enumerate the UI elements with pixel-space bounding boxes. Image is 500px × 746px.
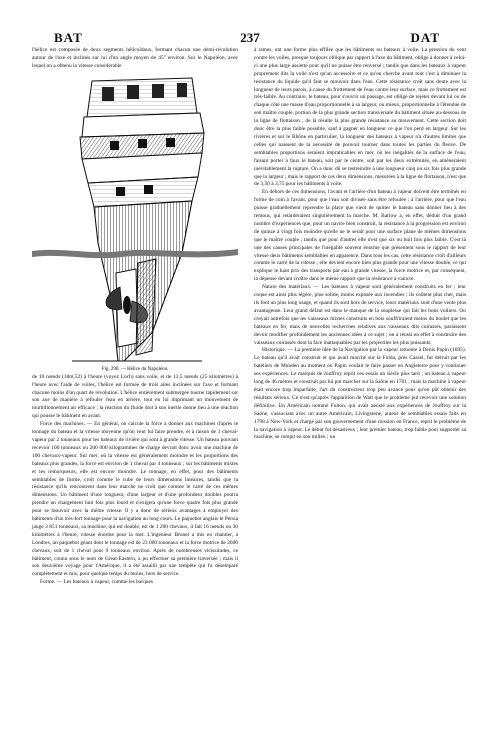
propeller-figure	[32, 73, 238, 365]
right-paragraph-materials: Nature des matériaux. — Les bateaux à vapeur sont généralement construits en fer ; leur coque est ainsi plus légère, plus solide, moins exposée aux incendies ; ils coûtent plus cher, mais ils font un plus long usage, et quand ils sont hors de service, leurs matériaux sont d'une vente plus avantageuse. Leur grand défaut est dans le manque de la souplesse qui fait les bons voiliers. On croyait autrefois que les vaisseaux mixtes construits en bois souffriraient moins du boulet que les bateaux en fer, mais de nouvelles recherches relatives aux vaisseaux dits cuirassés, paraissent devoir modifier profondément les anciennes idées à ce sujet ; on a réussi en effet à construire des vaisseaux cuirassés dont la face inattaquables par les projectiles les plus puissants.	[254, 284, 466, 346]
running-header	[40, 30, 460, 44]
right-column	[254, 47, 466, 442]
page-number: 237	[240, 30, 260, 45]
right-paragraph-dimensions: En dehors de ces dimensions, l'avant et l'arrière d'un bateau à vapeur doivent être terminés en forme de coin à l'avant, pour que l'eau soit divisée sans être refoulée ; à l'arrière, pour que l'eau puisse graduellement reprendre la place que vient de quitter le bateau sans donner lieu à des remous, qui retarderaient singulièrement la marche. M. Barlow a, en effet, déduit d'un grand nombre d'expériences que, pour un navire bien construit, la résistance à la progression est environ de quinze à vingt fois moindre qu'elle ne le serait pour une surface plane de mêmes dimensions que le maître couple ; tandis que pour d'autres elle n'est que six ou huit fois plus faible. C'est là une des causes principales de l'inégalité souvent énorme que présentent sous le rapport de leur vitesse deux bâtiments semblables en apparence. Dans tous les cas, cette résistance croît d'ailleurs comme le carré de la vitesse ; elle devient encore bien plus grande pour une vitesse double, ce qui explique le haut prix des transports par eau à grande vitesse, la force motrice et, par conséquent, la dépense devant croître dans le même rapport que la résistance à vaincre.	[254, 189, 466, 283]
header-left-word: BAT	[54, 30, 83, 45]
right-paragraph-shape: à rames, ont une forme plus effilée que les bâtiments ou bateaux à voile. La pression du vent contre les voiles, presque toujours oblique par rapport à l'axe du bâtiment, oblige à donner à celui-ci une plus large assiette pour qu'il ne puisse être renversé ; tandis que dans les bateaux à vapeur proprement dits la voile n'est qu'un accessoire et ce qu'on cherche avant tout c'est à diminuer la résistance du liquide qu'il faut se mouvoir dans l'eau. Cette résistance croît sans doute avec la longueur de leurs parois, à cause du frottement de l'eau contre leur surface, mais ce frottement est très-faible. Au contraire, le bateau, pour s'ouvrir un passage, est obligé de rejeter devant lui ou de chaque côté une masse d'eau proportionnelle à sa largeur, ou mieux, proportionnelle à l'étendue de son maître couple, portion de la plus grande section transversale du bâtiment située au-dessous de la ligne de flottaison ; de là résulte la plus grande résistance au mouvement. Cette section doit donc être la plus faible possible, sauf à gagner en longueur ce que l'on perd en largeur. Sur les rivières et sur le Rhône en particulier, la longueur des bateaux à vapeur n'a d'autres limites que celles qui naissent de la nécessité de pouvoir tourner dans toutes les parties du fleuve. De semblables proportions seraient impraticables en mer, où les inégalités de la surface de l'eau, faisant porter à faux le bateau, soit par le centre, soit par les deux extrémités, en amèneraient inévitablement la rupture. On a donc dû se restreindre à une longueur cinq ou six fois plus grande que la largeur ; mais le rapport de ces deux dimensions, mesurées à la ligne de flottaison, n'est que de 3,50 à 3,75 pour les bâtiments à voile.	[254, 47, 466, 188]
left-column	[32, 47, 238, 587]
left-intro-paragraph: l'hélice est composée de deux segments hélicoïdaux, formant chacun une demi-révolution autour de l'axe et inclinés sur lui d'un angle moyen de 45° environ. Sur le Napoléon, avec lequel on a obtenu la vitesse considérable	[32, 47, 238, 69]
left-paragraph-forme: Forme. — Les bateaux à vapeur, comme les barques	[40, 579, 153, 586]
header-right-word: DAT	[410, 30, 440, 45]
right-paragraph-history: Historique. — La première idée de la Navigation par la vapeur remonte à Denis Papin (1695). Le bateau qu'il avait construit et qui avait marché sur la Fulda, près Cassel, fut détruit par les bateliers de Munden au moment où Papin voulait le faire passer en Angleterre pour y continuer ses expériences. Le marquis de Jouffroy reprit ces essais un siècle plus tard ; un bateau à vapeur long de 46 mètres et construit par lui put marcher sur la Saône en 1781 ; mais la machine à vapeur était encore trop imparfaite, l'art du constructeur trop peu avancé pour qu'on pût obtenir des résultats sérieux. Ce n'est qu'après l'apparition de Watt que le problème put recevoir une solution définitive. Un Américain nommé Fulton, qui avait assisté aux expériences de Jouffroy sur la Saône, s'associant avec un autre Américain, Livingstone, auteur de semblables essais faits en 1798 à New-York et chargé par son gouvernement d'une mission en France, reprit le problème de la navigation à vapeur. Le début fut désastreux ; leur premier bateau, trop faible pour supporter sa machine, se rompit en son milieu ; un	[254, 347, 466, 441]
ship-stern-engraving	[32, 73, 238, 365]
figure-caption: Fig. 290. — Hélice du Napoléon.	[101, 366, 169, 372]
left-paragraph-force: Force des machines. — En général, on calcule la force à donner aux machines d'après le tonnage du bateau et la vitesse moyenne qu'on veut lui faire prendre, et à raison de 1 cheval-vapeur par 2 tonneaux pour les bateaux de rivière qui sont à grande vitesse. Un bateau pouvant recevoir 100 tonneaux ou 200 000 kilogrammes de charge devrait donc avoir une machine de 100 chevaux-vapeur. Sur mer, où la vitesse est généralement moindre et les proportions des bateaux plus grandes, la force est environ de 1 cheval par 4 tonneaux ; sur les bâtiments mixtes et les remorqueurs, elle est encore moindre. Le tonnage, en effet, pour des bâtiments semblables de forme, croît comme le cube de leurs dimensions linéaires, tandis que la résistance qu'ils rencontrent dans leur marche ne croît que comme le carré de ces mêmes dimensions. Un bâtiment d'une longueur, d'une largeur et d'une profondeur doubles pourra prendre un chargement huit fois plus lourd et n'exigera qu'une force quatre fois plus grande pour se mouvoir avec la même vitesse. Il y a donc de sérieux avantages à employer des bâtiments d'un très-fort tonnage pour la navigation au long cours. Le paquebot anglais le Persia jauge 3 851 tonneaux, sa machine, qui est double, est de 1 200 chevaux, il fait 16 nœuds ou 30 kilomètres à l'heure, vitesse énorme pour la mer. L'ingénieur Brunel a mis en chantier, à Londres, un paquebot géant dont le tonnage est de 23 000 tonneaux et la force motrice de 2600 chevaux, soit de 1 cheval pour 9 tonneaux environ. Après de nombreuses vicissitudes, ce bâtiment, connu sous le nom de Great-Eastern, a pu effectuer sa première traversée ; mais il son deuxième voyage pour l'Amérique, il a été assailli par une tempête qui l'a désemparé complètement et mis, pour quelque temps du moins, hors de service.	[32, 421, 238, 578]
left-paragraph-propulsion: de 10 nœuds (18m,52) à l'heure (voyez Loch) sans voile, et de 13,5 nœuds (25 kilomètres) à l'heure avec l'aide de voiles, l'hélice est formée de trois ailes inclinées sur l'axe et formant chacune moins d'un quart de révolution. L'hélice entièrement submergée tourne rapidement sur son axe de manière à refouler l'eau en arrière, tout en lui imprimant un mouvement de tourbillonnement air efficace ; la réaction du fluide doit à son inertie donne lieu à une réaction qui pousse le bâtiment en avant.	[32, 373, 238, 420]
